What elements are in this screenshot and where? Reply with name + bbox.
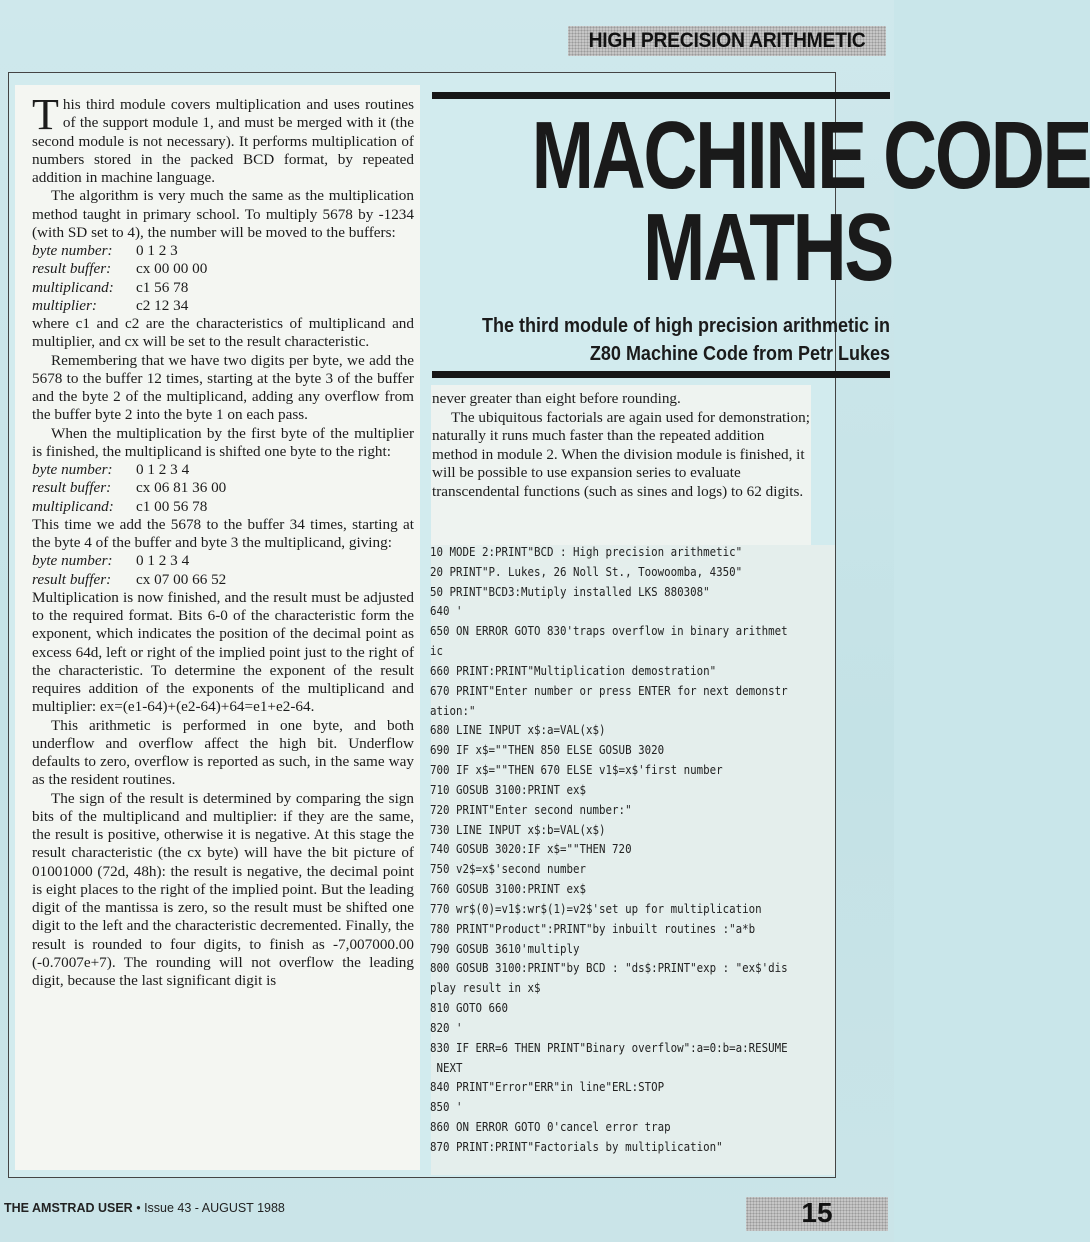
drop-cap: T	[32, 90, 59, 139]
shift-paragraph: When the multiplication by the first byte of the multiplier is finished, the multiplicand is shifted one byte to the right:	[32, 424, 414, 460]
code-line: 780 PRINT"Product":PRINT"by inbuilt routines :"a*b	[430, 921, 756, 936]
code-line: 740 GOSUB 3020:IF x$=""THEN 720	[430, 842, 632, 857]
basic-code-listing	[430, 543, 826, 1158]
section-banner-text: HIGH PRECISION ARITHMETIC	[588, 29, 866, 52]
code-line: 730 LINE INPUT x$:b=VAL(x$)	[430, 822, 606, 837]
right-column	[432, 390, 812, 501]
code-line: 750 v2$=x$'second number	[430, 862, 587, 877]
code-line: 840 PRINT"Error"ERR"in line"ERL:STOP	[430, 1080, 665, 1095]
code-line: 760 GOSUB 3100:PRINT ex$	[430, 882, 587, 897]
code-line: 720 PRINT"Enter second number:"	[430, 802, 632, 817]
code-line: 640 '	[430, 604, 463, 619]
section-banner	[568, 26, 886, 56]
code-line: NEXT	[430, 1060, 463, 1075]
subtitle-line-2: Z80 Machine Code from Petr Lukes	[589, 343, 890, 365]
code-line: 850 '	[430, 1100, 463, 1115]
buffer-table-2: byte number: 0 1 2 3 4 result buffer: cx 06 81 36 00 multiplicand: c1 00 56 78	[32, 461, 227, 515]
code-line: 770 wr$(0)=v1$:wr$(1)=v2$'set up for multiplication	[430, 901, 762, 916]
algorithm-paragraph: The algorithm is very much the same as the multiplication method taught in primary school. To multiply 5678 by -1234 (with SD set to 4), the number will be moved to the buffers:	[32, 187, 414, 241]
code-line: 50 PRINT"BCD3:Mutiply installed LKS 880308"	[430, 584, 710, 599]
code-line: ation:"	[430, 703, 476, 718]
article-subtitle	[430, 312, 890, 368]
intro-paragraph: This third module covers multiplication and uses routines of the support module 1, and must be merged with it (the second module is not necessary). It performs multiplication of numbers stored in the packed BCD format, by repeated addition in machine language.	[32, 90, 414, 186]
exponent-paragraph: Multiplication is now finished, and the result must be adjusted to the required format. Bits 6-0 of the characteristic form the exponent, which indicates the position of the decimal point as excess 64d, left or right of the implied point just to the right of the characteristic. To determine the exponent of the result requires addition of the exponents of the multiplicand and multiplier: ex=(e1-64)+(e2-64)+64=e1+e2-64.	[32, 588, 414, 716]
code-line: 670 PRINT"Enter number or press ENTER for next demonstr	[430, 683, 788, 698]
code-line: 860 ON ERROR GOTO 0'cancel error trap	[430, 1120, 671, 1135]
footer-separator: •	[136, 1201, 145, 1215]
code-line: 710 GOSUB 3100:PRINT ex$	[430, 782, 587, 797]
code-line: 870 PRINT:PRINT"Factorials by multiplication"	[430, 1139, 723, 1154]
code-line: 20 PRINT"P. Lukes, 26 Noll St., Toowoomba, 4350"	[430, 564, 743, 579]
code-line: 650 ON ERROR GOTO 830'traps overflow in binary arithmet	[430, 624, 788, 639]
code-line: 700 IF x$=""THEN 670 ELSE v1$=x$'first number	[430, 763, 723, 778]
left-column	[32, 90, 414, 990]
rounding-paragraph: never greater than eight before rounding.	[432, 390, 681, 407]
subtitle-line-1: The third module of high precision arithmetic in	[481, 315, 890, 337]
second-pass-paragraph: This time we add the 5678 to the buffer 34 times, starting at the byte 4 of the buffer and byte 3 the multiplicand, giving:	[32, 515, 414, 551]
headline-rule-top	[432, 92, 890, 99]
title-line-2: MATHS	[643, 194, 892, 301]
code-line: 690 IF x$=""THEN 850 ELSE GOSUB 3020	[430, 743, 665, 758]
magazine-name: THE AMSTRAD USER	[4, 1201, 133, 1215]
buffer-table-1: byte number: 0 1 2 3 result buffer: cx 00 00 00 multiplicand: c1 56 78 multiplier: c2 12 34	[32, 242, 208, 314]
code-line: 800 GOSUB 3100:PRINT"by BCD : "ds$:PRINT"exp : "ex$'dis	[430, 961, 788, 976]
code-line: 810 GOTO 660	[430, 1001, 509, 1016]
code-line: 790 GOSUB 3610'multiply	[430, 941, 580, 956]
code-line: 820 '	[430, 1020, 463, 1035]
overflow-paragraph: This arithmetic is performed in one byte, and both underflow and overflow affect the high bit. Underflow defaults to zero, overflow is reported as such, in the same way as the resident routines.	[32, 716, 414, 789]
issue-info: Issue 43 - AUGUST 1988	[144, 1201, 285, 1215]
code-line: 10 MODE 2:PRINT"BCD : High precision arithmetic"	[430, 545, 743, 559]
headline-rule-bottom	[432, 371, 890, 378]
page-number: 15	[801, 1197, 833, 1228]
code-line: 830 IF ERR=6 THEN PRINT"Binary overflow":a=0:b=a:RESUME	[430, 1040, 788, 1055]
sign-paragraph: The sign of the result is determined by comparing the sign bits of the multiplicand and multiplier: if they are the same, the result is positive, otherwise it is negative. At this stage the result characteristic (the cx byte) will have the bit picture of 01001000 (72d, 48h): the result is negative, the decimal point is eight places to the right of the implied point. But the leading digit of the mantissa is zero, so the result must be shifted one digit to the left and the characteristic decremented. Finally, the result is rounded to four digits, to finish as -7,007000.00 (-0.7007e+7). The rounding will not overflow the leading digit, because the last significant digit is	[32, 789, 414, 989]
code-line: ic	[430, 644, 444, 659]
code-line: play result in x$	[430, 981, 541, 996]
footer	[4, 1201, 285, 1215]
two-digits-paragraph: Remembering that we have two digits per byte, we add the 5678 to the buffer 12 times, starting at the byte 3 of the buffer and the byte 2 of the multiplicand, adding any overflow from the buffer byte 2 into the byte 1 on each pass.	[32, 351, 414, 424]
factorials-paragraph: The ubiquitous factorials are again used for demonstration; naturally it runs much faster than the repeated addition method in module 2. When the division module is finished, it will be possible to use expansion series to evaluate transcendental functions (such as sines and logs) to 62 digits.	[432, 408, 810, 500]
page-number-box	[746, 1197, 888, 1231]
title-line-1: MACHINE CODE	[531, 102, 1090, 209]
article-title	[430, 102, 1090, 301]
code-line: 660 PRINT:PRINT"Multiplication demostration"	[430, 663, 717, 678]
code-line: 680 LINE INPUT x$:a=VAL(x$)	[430, 723, 606, 738]
characteristics-paragraph: where c1 and c2 are the characteristics of multiplicand and multiplier, and cx will be set to the result characteristic.	[32, 315, 414, 351]
buffer-table-3: byte number: 0 1 2 3 4 result buffer: cx 07 00 66 52	[32, 552, 227, 588]
